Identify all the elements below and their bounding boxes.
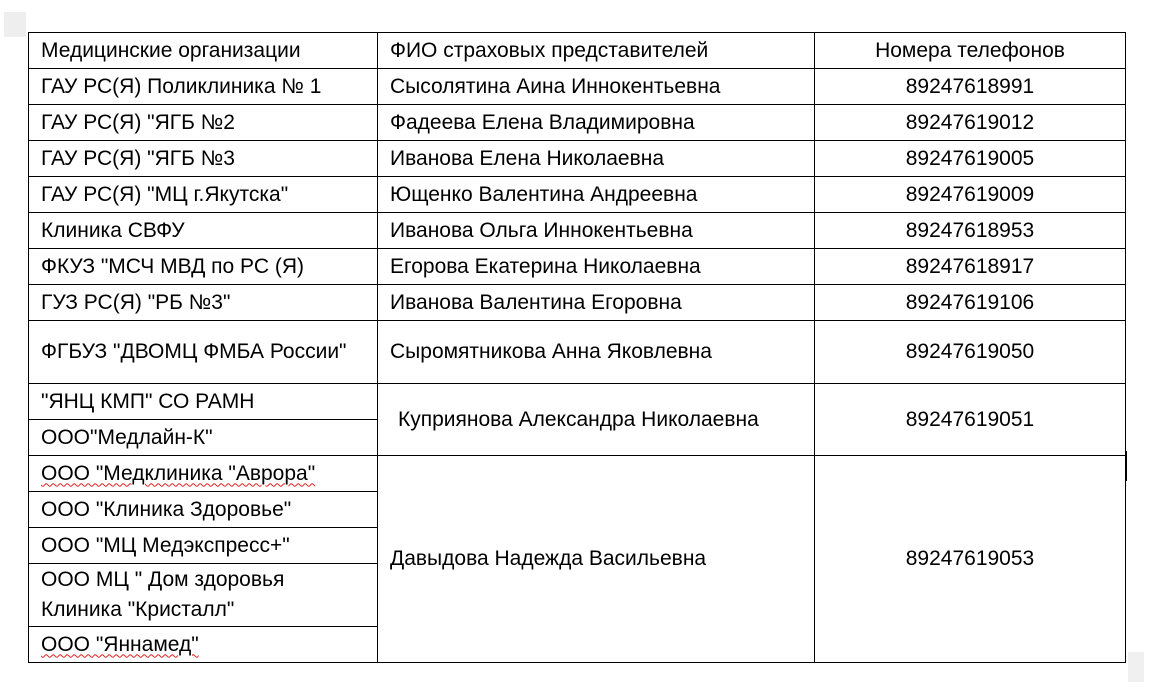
phone-cell[interactable]: 89247618991 <box>815 69 1126 105</box>
contacts-table <box>28 32 1126 663</box>
org-cell[interactable]: "ЯНЦ КМП" СО РАМН <box>29 384 378 420</box>
org-cell[interactable]: ООО МЦ " Дом здоровья Клиника "Кристалл" <box>29 564 378 627</box>
phone-cell-merged[interactable]: 89247619051 <box>815 384 1126 456</box>
org-cell[interactable]: ФКУЗ "МСЧ МВД по РС (Я) <box>29 249 378 285</box>
table-row <box>29 285 1126 321</box>
rep-cell[interactable]: Егорова Екатерина Николаевна <box>378 249 815 285</box>
org-cell[interactable]: ГАУ РС(Я) "МЦ г.Якутска" <box>29 177 378 213</box>
rep-cell-merged[interactable]: Давыдова Надежда Васильевна <box>378 456 815 663</box>
table-row-group-1 <box>29 384 1126 420</box>
header-organizations[interactable]: Медицинские организации <box>29 33 378 69</box>
phone-cell-merged[interactable]: 89247619053 <box>815 456 1126 663</box>
table-row-group-2 <box>29 456 1126 492</box>
rep-text: Сысолятина Аина Иннокентьевна <box>390 74 721 98</box>
rep-cell-merged[interactable]: Куприянова Александра Николаевна <box>378 384 815 456</box>
phone-cell[interactable]: 89247619050 <box>815 321 1126 384</box>
phone-cell[interactable]: 89247619012 <box>815 105 1126 141</box>
text-cursor <box>1126 451 1127 481</box>
table-row <box>29 177 1126 213</box>
phone-cell[interactable]: 89247618953 <box>815 213 1126 249</box>
phone-cell[interactable]: 89247619106 <box>815 285 1126 321</box>
org-cell[interactable]: ООО"Медлайн-К" <box>29 420 378 456</box>
org-cell[interactable] <box>29 456 378 492</box>
org-text: ООО "Яннамед" <box>41 632 199 656</box>
table-row <box>29 105 1126 141</box>
phone-cell[interactable]: 89247619009 <box>815 177 1126 213</box>
table-row <box>29 321 1126 384</box>
rep-cell[interactable]: Иванова Валентина Егоровна <box>378 285 815 321</box>
table-row <box>29 213 1126 249</box>
org-cell[interactable]: ООО "Клиника Здоровье" <box>29 492 378 528</box>
table-row <box>29 249 1126 285</box>
rep-cell[interactable]: Фадеева Елена Владимировна <box>378 105 815 141</box>
rep-cell[interactable]: Ющенко Валентина Андреевна <box>378 177 815 213</box>
header-phones[interactable]: Номера телефонов <box>815 33 1126 69</box>
org-cell[interactable]: ГУЗ РС(Я) "РБ №3" <box>29 285 378 321</box>
rep-cell[interactable] <box>378 69 815 105</box>
table-row <box>29 141 1126 177</box>
phone-cell[interactable]: 89247619005 <box>815 141 1126 177</box>
rep-cell[interactable]: Иванова Ольга Иннокентьевна <box>378 213 815 249</box>
org-cell[interactable]: ООО "МЦ Медэкспресс+" <box>29 528 378 564</box>
org-cell[interactable]: ГАУ РС(Я) Поликлиника № 1 <box>29 69 378 105</box>
org-cell[interactable]: ФГБУЗ "ДВОМЦ ФМБА России" <box>29 321 378 384</box>
org-cell[interactable]: ГАУ РС(Я) "ЯГБ №3 <box>29 141 378 177</box>
org-cell[interactable] <box>29 627 378 663</box>
phone-cell[interactable]: 89247618917 <box>815 249 1126 285</box>
rep-cell[interactable]: Сыромятникова Анна Яковлевна <box>378 321 815 384</box>
table-resize-handle[interactable] <box>1128 652 1144 682</box>
header-representatives[interactable]: ФИО страховых представителей <box>378 33 815 69</box>
org-cell[interactable]: Клиника СВФУ <box>29 213 378 249</box>
table-row <box>29 69 1126 105</box>
org-text: ООО "Медклиника "Аврора" <box>41 461 316 485</box>
table-header-row <box>29 33 1126 69</box>
org-cell[interactable]: ГАУ РС(Я) "ЯГБ №2 <box>29 105 378 141</box>
rep-cell[interactable]: Иванова Елена Николаевна <box>378 141 815 177</box>
page-corner-marker <box>4 12 26 37</box>
